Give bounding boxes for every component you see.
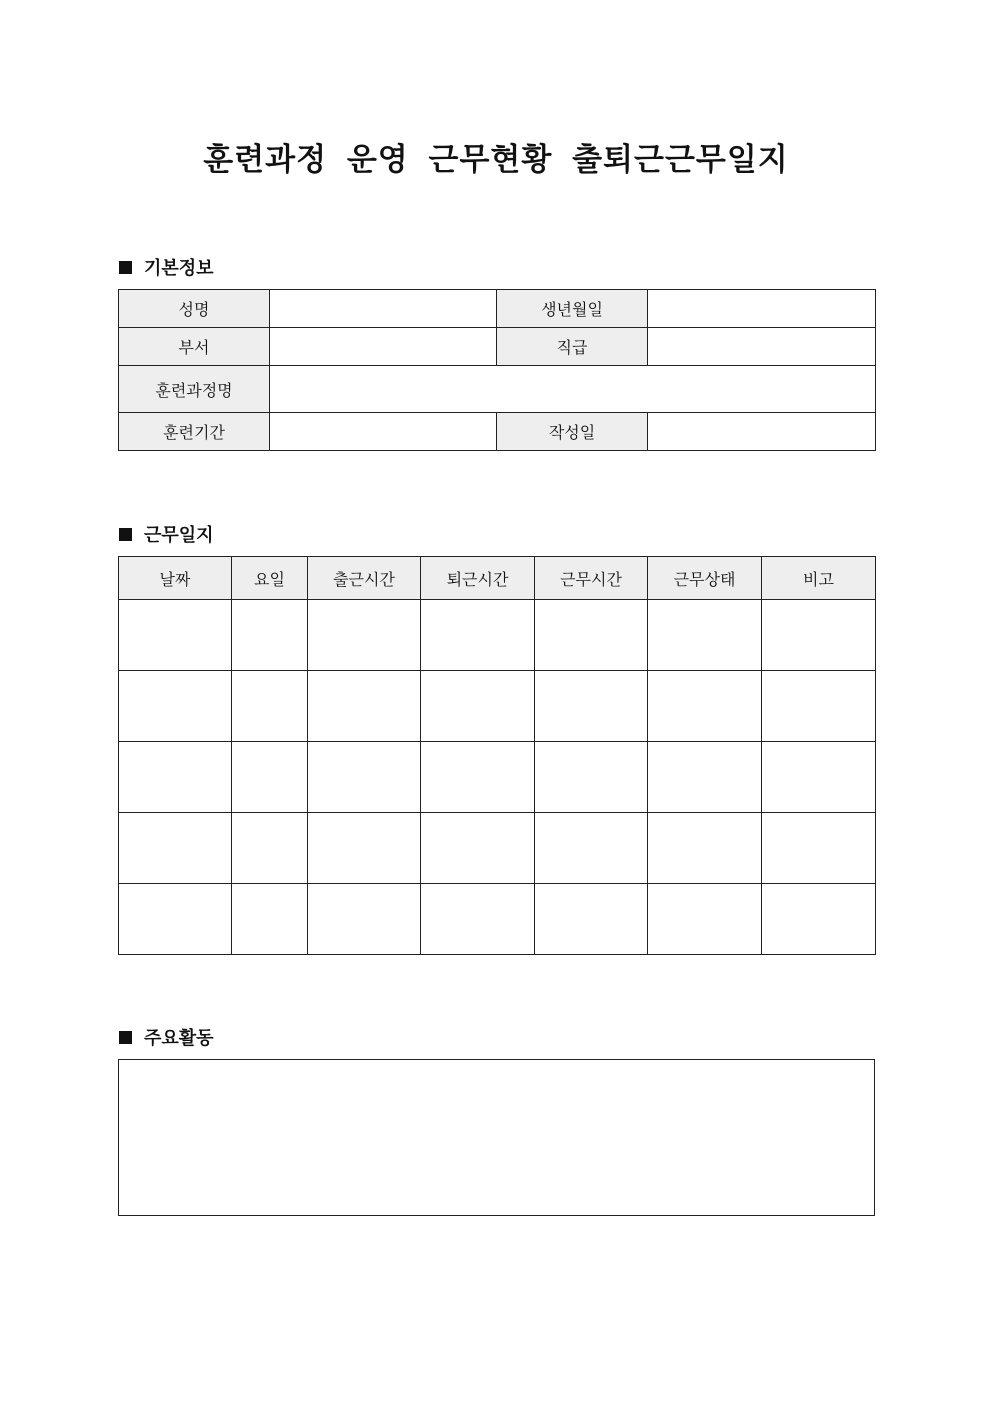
date-cell[interactable] bbox=[119, 742, 232, 813]
work-status-cell[interactable] bbox=[648, 600, 762, 671]
table-row bbox=[119, 290, 876, 328]
work-hours-cell[interactable] bbox=[535, 813, 648, 884]
document-title: 훈련과정 운영 근무현황 출퇴근근무일지 bbox=[203, 142, 789, 178]
activities-heading-text: 주요활동 bbox=[144, 1028, 214, 1049]
weekday-cell[interactable] bbox=[232, 742, 308, 813]
work-status-cell[interactable] bbox=[648, 671, 762, 742]
clock-out-cell[interactable] bbox=[421, 813, 535, 884]
clock-in-cell[interactable] bbox=[308, 671, 421, 742]
course-name-label: 훈련과정명 bbox=[119, 366, 270, 413]
clock-in-cell[interactable] bbox=[308, 742, 421, 813]
table-row bbox=[119, 600, 876, 671]
written-date-label: 작성일 bbox=[497, 413, 648, 451]
work-log-heading bbox=[119, 521, 214, 547]
course-name-field[interactable] bbox=[270, 366, 876, 413]
work-hours-cell[interactable] bbox=[535, 671, 648, 742]
clock-out-cell[interactable] bbox=[421, 884, 535, 955]
department-label: 부서 bbox=[119, 328, 270, 366]
table-header-row bbox=[119, 557, 876, 600]
name-label: 성명 bbox=[119, 290, 270, 328]
column-header-clock-out: 퇴근시간 bbox=[421, 557, 535, 600]
training-period-label: 훈련기간 bbox=[119, 413, 270, 451]
basic-info-heading-text: 기본정보 bbox=[144, 258, 214, 279]
date-cell[interactable] bbox=[119, 600, 232, 671]
work-status-cell[interactable] bbox=[648, 884, 762, 955]
table-row bbox=[119, 366, 876, 413]
weekday-cell[interactable] bbox=[232, 600, 308, 671]
position-field[interactable] bbox=[648, 328, 876, 366]
weekday-cell[interactable] bbox=[232, 813, 308, 884]
clock-in-cell[interactable] bbox=[308, 813, 421, 884]
square-bullet-icon bbox=[119, 1031, 132, 1044]
weekday-cell[interactable] bbox=[232, 671, 308, 742]
column-header-date: 날짜 bbox=[119, 557, 232, 600]
table-row bbox=[119, 884, 876, 955]
remarks-cell[interactable] bbox=[762, 884, 876, 955]
work-log-heading-text: 근무일지 bbox=[144, 525, 214, 546]
table-row bbox=[119, 413, 876, 451]
basic-info-heading bbox=[119, 254, 214, 280]
clock-out-cell[interactable] bbox=[421, 600, 535, 671]
birthdate-label: 생년월일 bbox=[497, 290, 648, 328]
clock-in-cell[interactable] bbox=[308, 884, 421, 955]
activities-heading bbox=[119, 1024, 214, 1050]
table-row bbox=[119, 742, 876, 813]
square-bullet-icon bbox=[119, 261, 132, 274]
square-bullet-icon bbox=[119, 528, 132, 541]
column-header-work-hours: 근무시간 bbox=[535, 557, 648, 600]
written-date-field[interactable] bbox=[648, 413, 876, 451]
position-label: 직급 bbox=[497, 328, 648, 366]
column-header-weekday: 요일 bbox=[232, 557, 308, 600]
remarks-cell[interactable] bbox=[762, 671, 876, 742]
work-hours-cell[interactable] bbox=[535, 600, 648, 671]
remarks-cell[interactable] bbox=[762, 600, 876, 671]
date-cell[interactable] bbox=[119, 884, 232, 955]
clock-out-cell[interactable] bbox=[421, 742, 535, 813]
name-field[interactable] bbox=[270, 290, 497, 328]
column-header-remarks: 비고 bbox=[762, 557, 876, 600]
column-header-work-status: 근무상태 bbox=[648, 557, 762, 600]
birthdate-field[interactable] bbox=[648, 290, 876, 328]
basic-info-table bbox=[118, 289, 876, 451]
table-row bbox=[119, 671, 876, 742]
training-period-field[interactable] bbox=[270, 413, 497, 451]
clock-in-cell[interactable] bbox=[308, 600, 421, 671]
work-hours-cell[interactable] bbox=[535, 742, 648, 813]
activities-textarea[interactable] bbox=[118, 1059, 875, 1216]
weekday-cell[interactable] bbox=[232, 884, 308, 955]
date-cell[interactable] bbox=[119, 813, 232, 884]
date-cell[interactable] bbox=[119, 671, 232, 742]
clock-out-cell[interactable] bbox=[421, 671, 535, 742]
table-row bbox=[119, 328, 876, 366]
work-status-cell[interactable] bbox=[648, 813, 762, 884]
column-header-clock-in: 출근시간 bbox=[308, 557, 421, 600]
remarks-cell[interactable] bbox=[762, 813, 876, 884]
work-log-table bbox=[118, 556, 876, 955]
remarks-cell[interactable] bbox=[762, 742, 876, 813]
work-status-cell[interactable] bbox=[648, 742, 762, 813]
department-field[interactable] bbox=[270, 328, 497, 366]
work-hours-cell[interactable] bbox=[535, 884, 648, 955]
table-row bbox=[119, 813, 876, 884]
